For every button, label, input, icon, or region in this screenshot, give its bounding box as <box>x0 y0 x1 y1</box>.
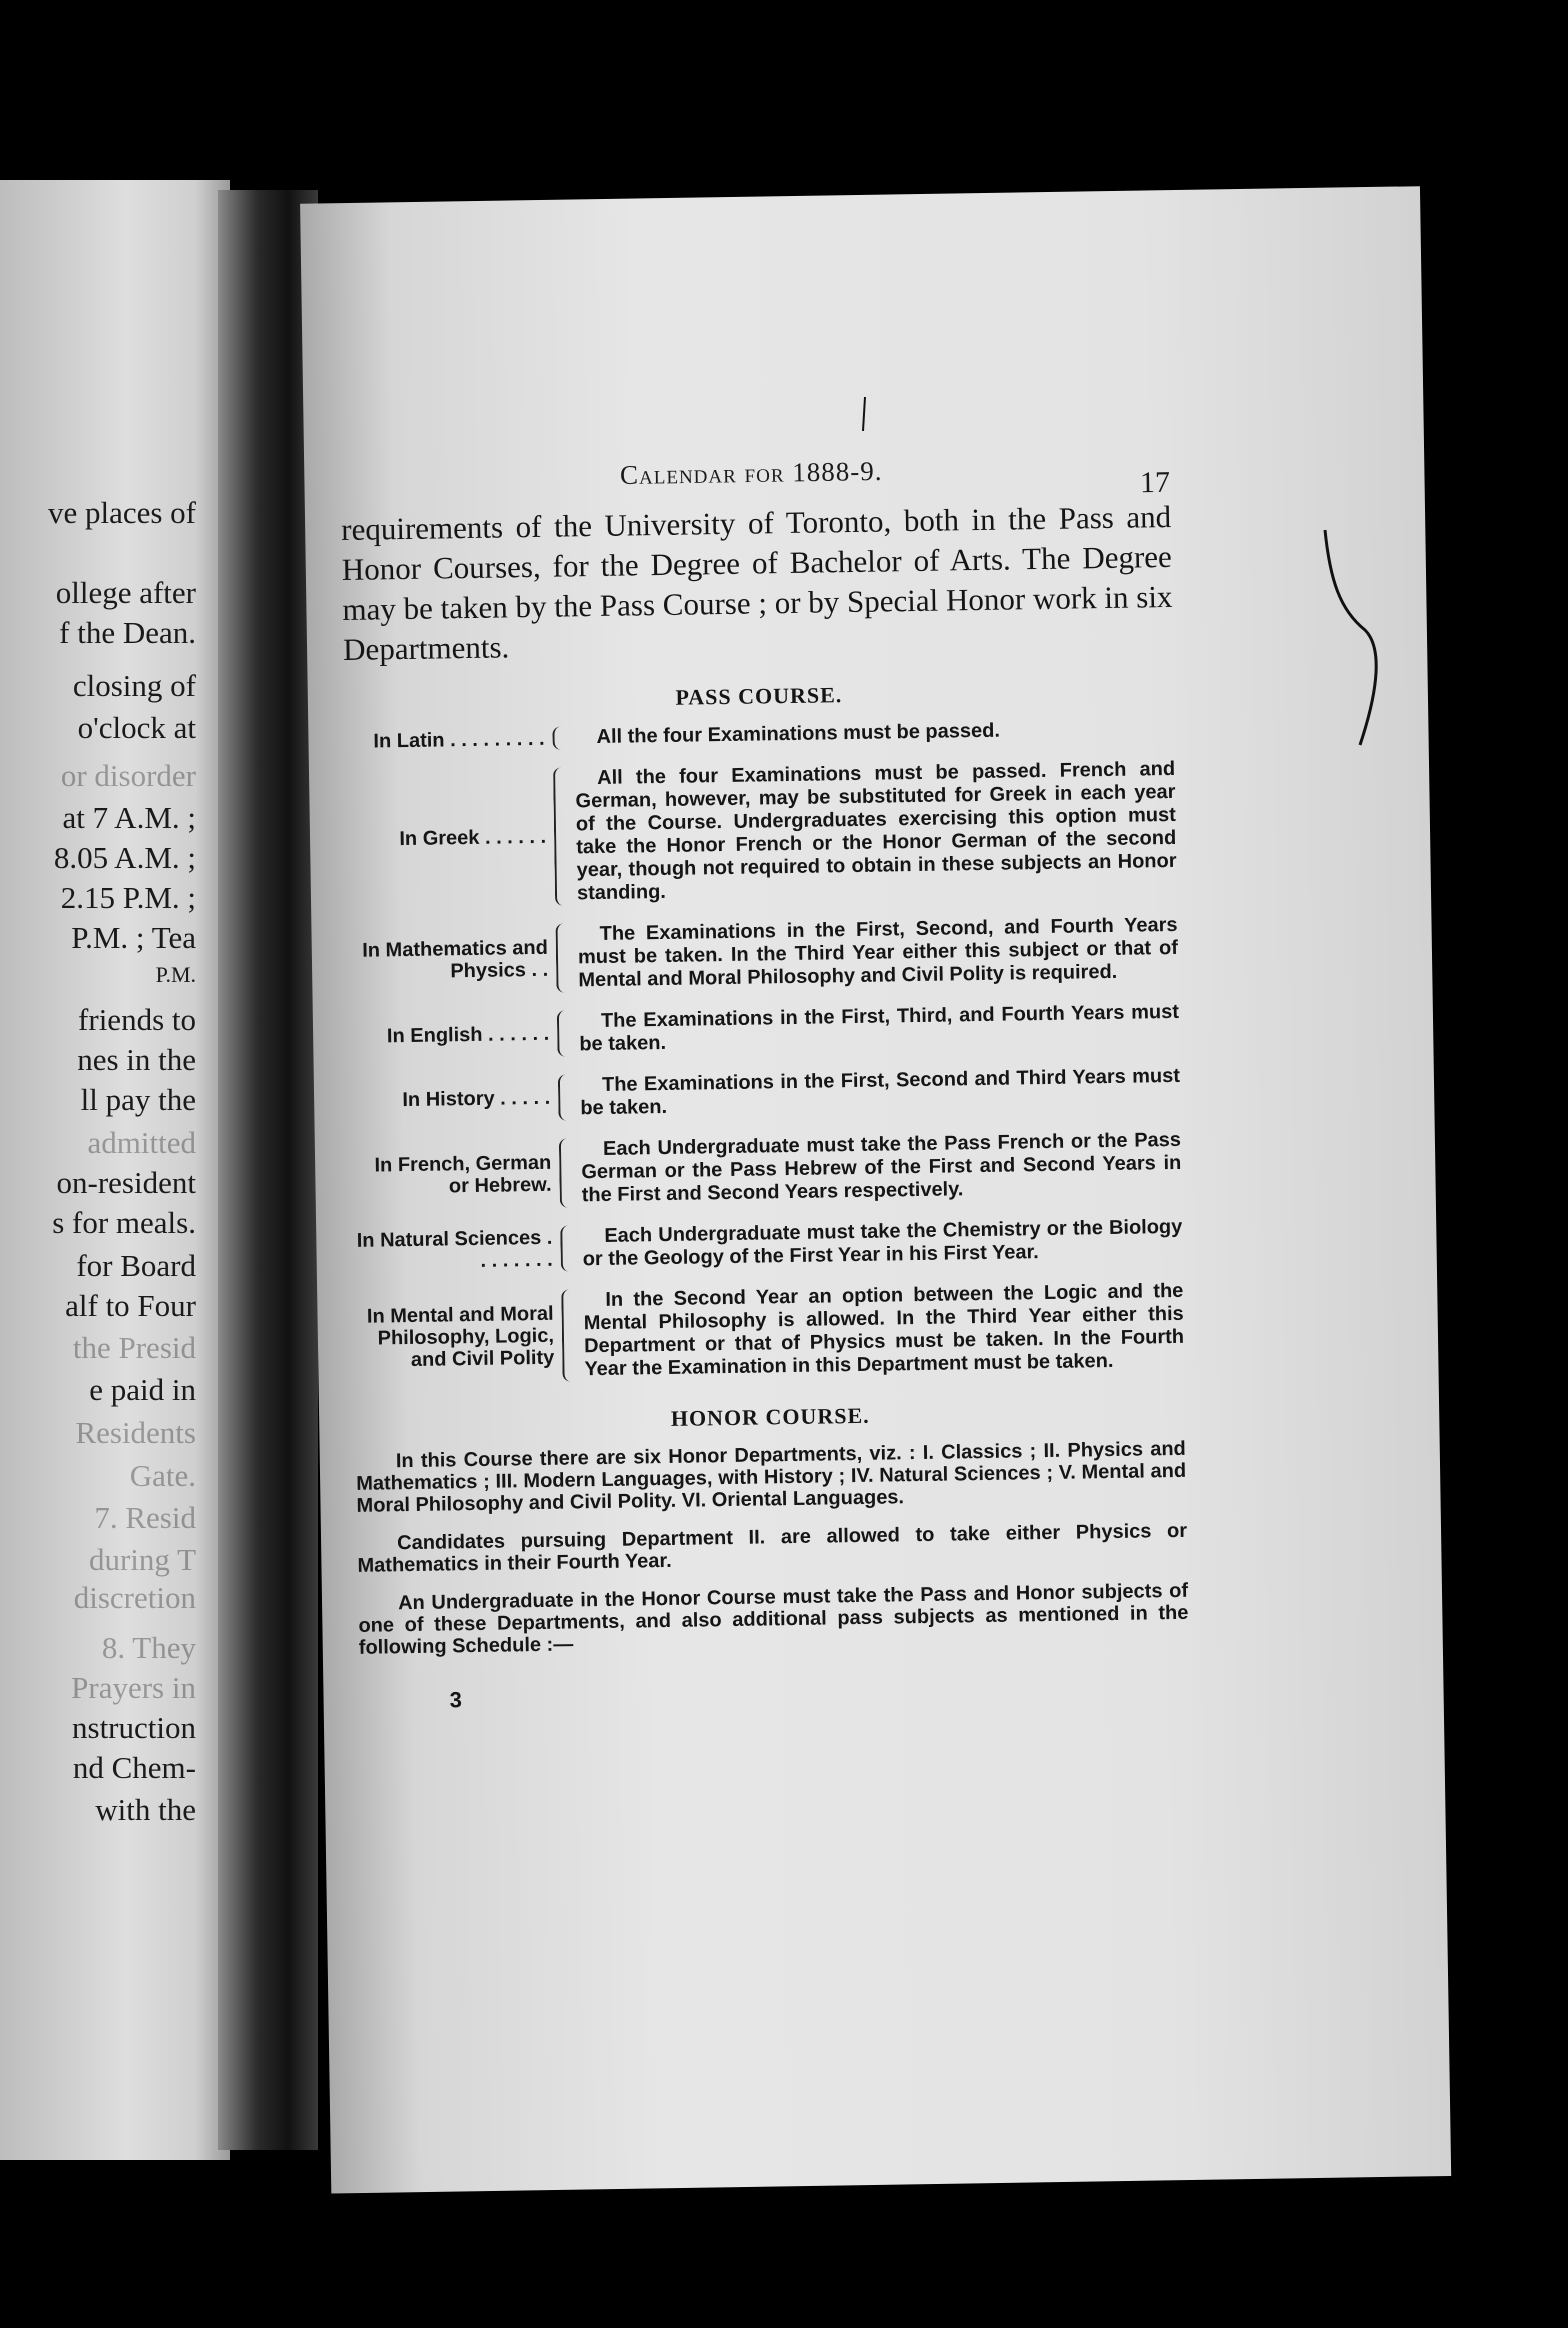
subject-label: In English . . . . . . <box>386 1022 550 1048</box>
left-page-line: at 7 A.M. ; <box>62 800 196 835</box>
left-page-line: admitted <box>87 1125 196 1160</box>
page-number: 17 <box>1139 465 1171 500</box>
intro-paragraph: requirements of the University of Toronto, both in the Pass and Honor Courses, for the Degree of Bachelor of Arts. The Degree may be taken by the Pass Course ; or by Special Honor work in six Departments. <box>340 498 1173 667</box>
left-page-line: with the <box>95 1792 196 1827</box>
left-page-line: ll pay the <box>80 1082 196 1117</box>
subject-requirement: The Examinations in the First, Second, and Fourth Years must be taken. In the Third Year either this subject or that of Mental and Moral Philosophy and Civil Polity is required. <box>577 913 1179 992</box>
left-page-line: for Board <box>76 1248 196 1283</box>
pass-row-mathematics <box>347 914 1178 996</box>
honor-course-heading: HONOR COURSE. <box>670 1402 870 1431</box>
pass-course-heading: PASS COURSE. <box>675 682 843 710</box>
subject-label: In Latin . . . . . . . . . <box>373 727 545 753</box>
subject-label: In French, German or Hebrew. <box>374 1151 552 1197</box>
left-page-line: Gate. <box>129 1458 196 1493</box>
pass-row-greek <box>345 758 1177 909</box>
left-page-line: or disorder <box>60 758 196 793</box>
margin-pen-mark <box>1320 520 1390 760</box>
left-page-line: on-resident <box>56 1165 196 1200</box>
left-page-line: during T <box>88 1542 196 1577</box>
pencil-tick-mark <box>855 395 875 435</box>
left-page-line: alf to Four <box>65 1288 196 1323</box>
signature-mark: 3 <box>449 1687 463 1713</box>
left-page-line: P.M. ; Tea <box>71 920 196 955</box>
subject-requirement: All the four Examinations must be passed. <box>596 719 1001 749</box>
left-page-line: Prayers in <box>71 1670 196 1705</box>
left-page-line: friends to <box>78 1002 196 1037</box>
pass-row-history <box>350 1065 1181 1124</box>
pass-row-latin <box>344 717 1174 753</box>
left-page-line: e paid in <box>89 1372 196 1407</box>
honor-course-section <box>356 1438 1189 1659</box>
pass-row-mental-moral-philosophy <box>353 1280 1184 1385</box>
brace-bracket <box>555 923 572 992</box>
brace-bracket <box>561 1289 578 1381</box>
left-page-line: the Presid <box>72 1330 196 1365</box>
subject-requirement: Each Undergraduate must take the Pass French or the Pass German or the Pass Hebrew of the First and Second Years in the First and Second Years respectively. <box>581 1128 1182 1207</box>
pass-row-modern-languages <box>351 1129 1182 1211</box>
left-page-line: P.M. <box>155 962 196 987</box>
honor-paragraph: An Undergraduate in the Honor Course must take the Pass and Honor subjects of one of these Departments, and also additional pass subjects as mentioned in the following Schedule :— <box>358 1579 1189 1659</box>
brace-bracket <box>559 1138 576 1207</box>
left-page-line: ve places of <box>47 495 196 530</box>
running-head: Calendar for 1888-9. <box>619 455 883 491</box>
left-page-line: Residents <box>75 1415 196 1450</box>
subject-label: In Natural Sciences . . . . . . . . <box>356 1226 553 1272</box>
left-page-line: 8. They <box>101 1630 196 1665</box>
honor-paragraph: In this Course there are six Honor Departments, viz. : I. Classics ; II. Physics and Mathematics ; III. Modern Languages, with History ; IV. Natural Sciences ; V. Mental and Moral Philosophy and Civil Polity. VI. Oriental Languages. <box>356 1437 1187 1517</box>
brace-bracket <box>553 767 571 905</box>
left-page <box>0 180 230 2160</box>
subject-label: In History . . . . . <box>402 1086 551 1112</box>
left-page-line: s for meals. <box>52 1205 196 1240</box>
left-page-line: nstruction <box>72 1710 196 1745</box>
left-page-line: 8.05 A.M. ; <box>53 840 196 875</box>
left-page-line: o'clock at <box>77 710 196 745</box>
book-gutter-shadow <box>218 190 318 2150</box>
subject-label: In Greek . . . . . . <box>399 825 547 851</box>
page-content <box>340 437 1190 1715</box>
left-page-line: closing of <box>72 668 196 703</box>
pass-row-natural-sciences <box>352 1216 1183 1275</box>
left-page-line: nes in the <box>77 1042 196 1077</box>
pass-row-english <box>349 1001 1180 1060</box>
subject-requirement: The Examinations in the First, Second and Third Years must be taken. <box>580 1064 1181 1120</box>
left-page-line: f the Dean. <box>59 615 196 650</box>
left-page-line: ollege after <box>55 575 196 610</box>
left-page-line: nd Chem- <box>72 1750 196 1785</box>
subject-label: In Mathematics and Physics . . <box>362 936 549 982</box>
left-page-line: discretion <box>73 1580 196 1615</box>
subject-requirement: The Examinations in the First, Third, and Fourth Years must be taken. <box>579 1000 1180 1056</box>
brace-bracket <box>558 1074 575 1120</box>
subject-requirement: All the four Examinations must be passed. French and German, however, may be substituted for Greek in each year of the Course. Undergraduates exercising this option must take the Honor French or the Honor German of the second year, though not required to obtain in these subjects an Honor standing. <box>575 757 1177 905</box>
left-page-line: 7. Resid <box>94 1500 196 1535</box>
brace-bracket <box>552 726 568 749</box>
subject-requirement: Each Undergraduate must take the Chemistry or the Biology or the Geology of the First Year in his First Year. <box>582 1215 1183 1271</box>
honor-paragraph: Candidates pursuing Department II. are allowed to take either Physics or Mathematics in their Fourth Year. <box>357 1519 1188 1577</box>
subject-requirement: In the Second Year an option between the Logic and the Mental Philosophy is allowed. In the Third Year either this Department or that of Physics must be taken. In the Fourth Year the Examination in this Department must be taken. <box>583 1279 1185 1381</box>
brace-bracket <box>557 1010 574 1056</box>
subject-label: In Mental and Moral Philosophy, Logic, and Civil Polity <box>366 1302 555 1371</box>
left-page-line: 2.15 P.M. ; <box>60 880 196 915</box>
brace-bracket <box>560 1225 577 1271</box>
